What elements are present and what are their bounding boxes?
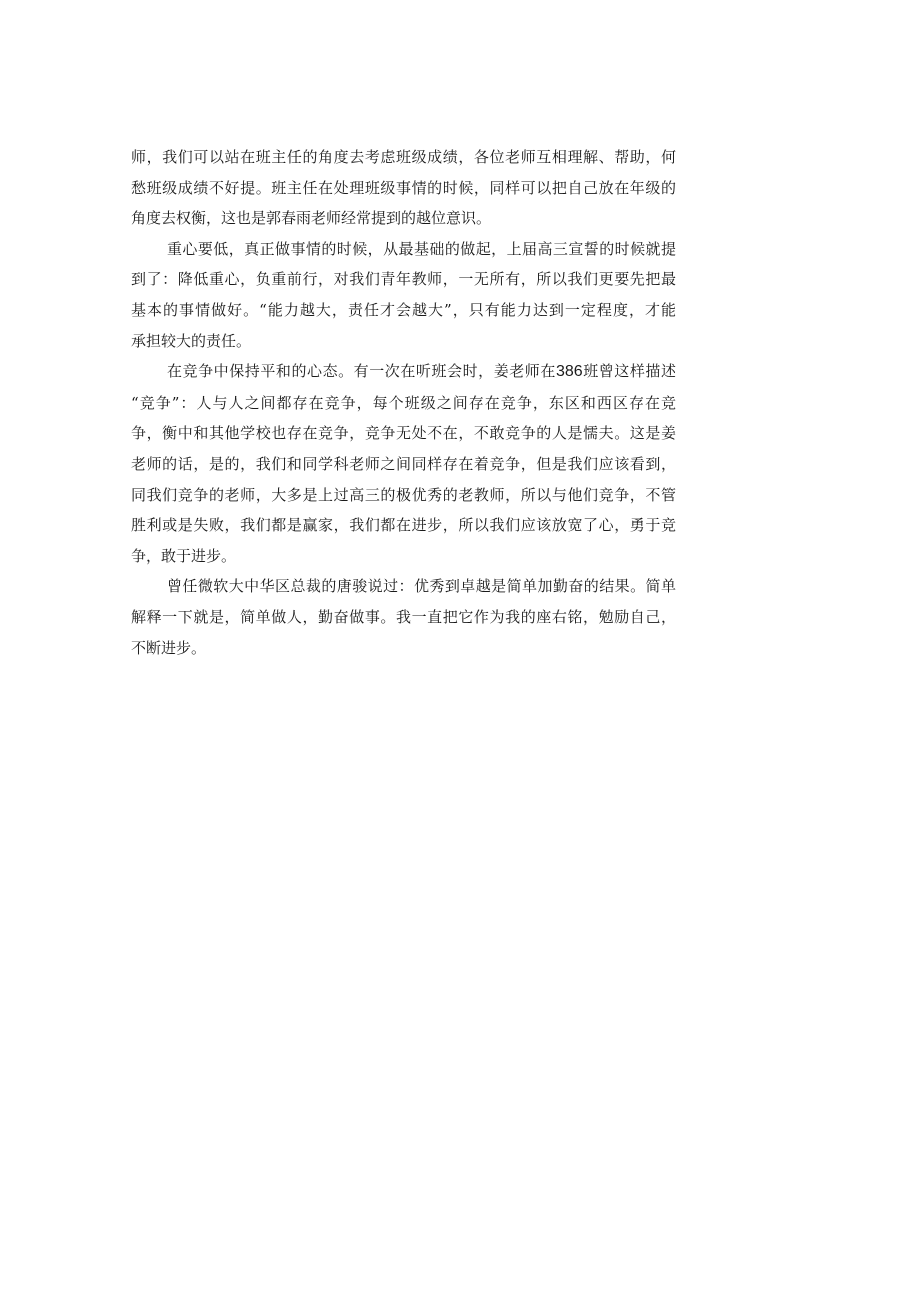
paragraph-2 xyxy=(131,234,676,356)
line-text: 班曾这样描述 xyxy=(582,362,676,381)
document-body xyxy=(131,142,676,663)
paragraph-line: 承担较大的责任。 xyxy=(131,331,252,350)
line-text: 在竞争中保持平和的心态。有一次在听班会时，姜老师在 xyxy=(167,362,556,381)
paragraph-line: 角度去权衡，这也是郭春雨老师经常提到的越位意识。 xyxy=(131,209,492,228)
paragraph-line: 重心要低，真正做事情的时候，从最基础的做起，上届高三宣誓的时候就提 xyxy=(167,239,676,258)
paragraph-line: 老师的话，是的，我们和同学科老师之间同样存在着竞争，但是我们应该看到， xyxy=(131,454,676,473)
paragraph-line: 同我们竞争的老师，大多是上过高三的极优秀的老教师，所以与他们竞争，不管 xyxy=(131,485,676,504)
paragraph-line: 愁班级成绩不好提。班主任在处理班级事情的时候，同样可以把自己放在年级的 xyxy=(131,178,676,197)
paragraph-line: 争，衡中和其他学校也存在竞争，竞争无处不在，不敢竞争的人是懦夫。这是姜 xyxy=(131,424,676,443)
paragraph-line: 争，敢于进步。 xyxy=(131,546,237,565)
paragraph-4 xyxy=(131,571,676,663)
paragraph-line: 不断进步。 xyxy=(131,638,207,657)
paragraph-line: 基本的事情做好。“能力越大，责任才会越大”，只有能力达到一定程度，才能 xyxy=(131,300,676,319)
paragraph-line: 胜利或是失败，我们都是赢家，我们都在进步，所以我们应该放宽了心，勇于竞 xyxy=(131,516,676,535)
paragraph-line: 到了：降低重心，负重前行，对我们青年教师，一无所有，所以我们更要先把最 xyxy=(131,270,676,289)
paragraph-3 xyxy=(131,356,676,571)
paragraph-line: 解释一下就是，简单做人，勤奋做事。我一直把它作为我的座右铭，勉励自己， xyxy=(131,607,676,626)
paragraph-line: “竞争”：人与人之间都存在竞争，每个班级之间存在竞争，东区和西区存在竞 xyxy=(131,393,676,412)
paragraph-line: 曾任微软大中华区总裁的唐骏说过：优秀到卓越是简单加勤奋的结果。简单 xyxy=(167,577,676,596)
paragraph-1 xyxy=(131,142,676,234)
paragraph-first-line xyxy=(131,356,676,388)
class-number: 386 xyxy=(555,363,583,381)
paragraph-line: 师，我们可以站在班主任的角度去考虑班级成绩，各位老师互相理解、帮助，何 xyxy=(131,148,676,166)
